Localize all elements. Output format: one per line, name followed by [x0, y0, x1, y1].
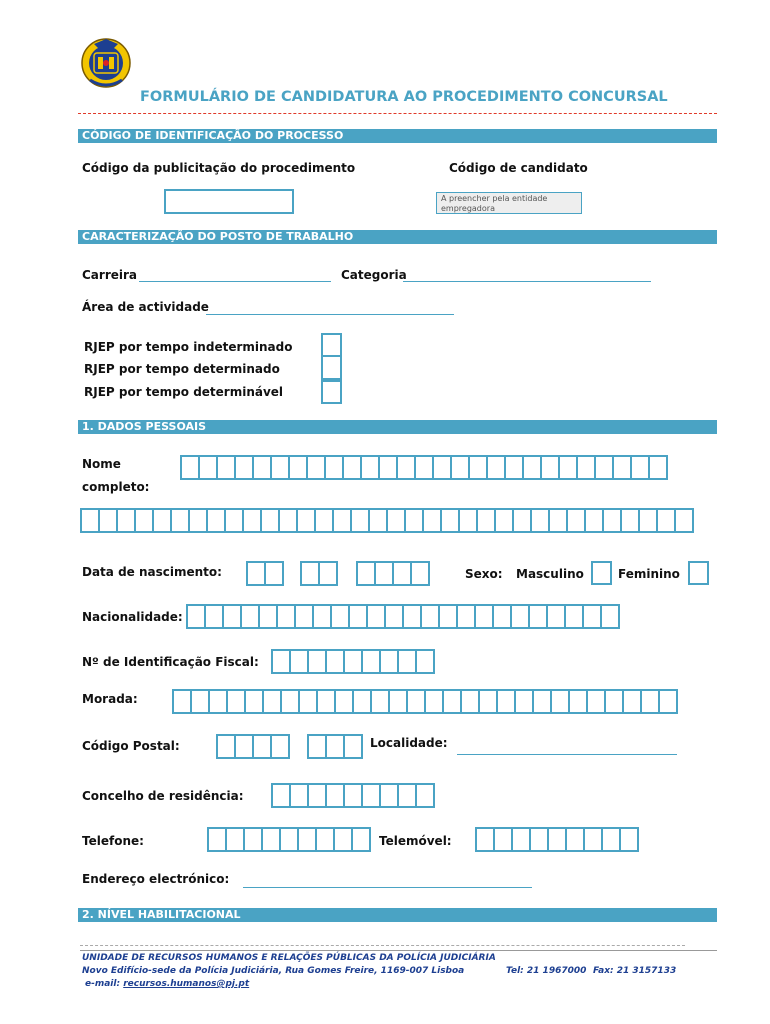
address-input[interactable]	[172, 689, 678, 714]
char-cell[interactable]	[506, 455, 524, 480]
career-label: Carreira	[82, 268, 138, 282]
char-cell[interactable]	[388, 508, 406, 533]
char-cell[interactable]	[281, 827, 299, 852]
char-cell[interactable]	[309, 649, 327, 674]
char-cell[interactable]	[394, 561, 412, 586]
locality-label: Localidade:	[370, 736, 448, 750]
section-title: 1. DADOS PESSOAIS	[82, 420, 207, 433]
char-cell[interactable]	[174, 689, 192, 714]
char-cell[interactable]	[362, 455, 380, 480]
female-checkbox[interactable]	[688, 561, 709, 585]
char-cell[interactable]	[316, 508, 334, 533]
char-cell[interactable]	[302, 561, 320, 586]
char-cell[interactable]	[370, 508, 388, 533]
section-header-education	[78, 908, 717, 922]
char-cell[interactable]	[263, 827, 281, 852]
nif-label: Nº de Identificação Fiscal:	[82, 655, 259, 669]
char-cell[interactable]	[495, 827, 513, 852]
char-cell[interactable]	[334, 508, 352, 533]
char-cell[interactable]	[398, 455, 416, 480]
char-cell[interactable]	[604, 508, 622, 533]
char-cell[interactable]	[278, 604, 296, 629]
char-cell[interactable]	[354, 689, 372, 714]
activity-label: Área de actividade	[82, 300, 209, 314]
char-cell[interactable]	[236, 455, 254, 480]
char-cell[interactable]	[264, 689, 282, 714]
char-cell[interactable]	[552, 689, 570, 714]
char-cell[interactable]	[320, 561, 338, 586]
char-cell[interactable]	[82, 508, 100, 533]
char-cell[interactable]	[242, 604, 260, 629]
char-cell[interactable]	[550, 508, 568, 533]
char-cell[interactable]	[460, 508, 478, 533]
char-cell[interactable]	[640, 508, 658, 533]
char-cell[interactable]	[363, 649, 381, 674]
char-cell[interactable]	[218, 734, 236, 759]
char-cell[interactable]	[353, 827, 371, 852]
nationality-input[interactable]	[186, 604, 620, 629]
char-cell[interactable]	[372, 689, 390, 714]
section-title: CARACTERIZAÇÃO DO POSTO DE TRABALHO	[82, 230, 354, 243]
mobile-label: Telemóvel:	[379, 834, 452, 848]
publication-code-label: Código da publicitação do procedimento	[82, 161, 356, 175]
candidate-code-note: A preencher pela entidade empregadora	[441, 194, 548, 213]
char-cell[interactable]	[376, 561, 394, 586]
char-cell[interactable]	[549, 827, 567, 852]
char-cell[interactable]	[314, 604, 332, 629]
char-cell[interactable]	[578, 455, 596, 480]
char-cell[interactable]	[224, 604, 242, 629]
char-cell[interactable]	[332, 604, 350, 629]
char-cell[interactable]	[308, 455, 326, 480]
char-cell[interactable]	[584, 604, 602, 629]
activity-field[interactable]	[206, 314, 454, 315]
char-cell[interactable]	[226, 508, 244, 533]
char-cell[interactable]	[390, 689, 408, 714]
char-cell[interactable]	[209, 827, 227, 852]
char-cell[interactable]	[406, 508, 424, 533]
char-cell[interactable]	[206, 604, 224, 629]
footer-unit: UNIDADE DE RECURSOS HUMANOS E RELAÇÕES PÚBLICAS DA POLÍCIA JUDICIÁRIA	[82, 953, 496, 963]
char-cell[interactable]	[327, 783, 345, 808]
char-cell[interactable]	[560, 455, 578, 480]
char-cell[interactable]	[494, 604, 512, 629]
char-cell[interactable]	[624, 689, 642, 714]
char-cell[interactable]	[296, 604, 314, 629]
char-cell[interactable]	[350, 604, 368, 629]
char-cell[interactable]	[512, 604, 530, 629]
rjep-indeterminate-checkbox[interactable]	[321, 333, 342, 357]
char-cell[interactable]	[452, 455, 470, 480]
char-cell[interactable]	[622, 508, 640, 533]
male-checkbox[interactable]	[591, 561, 612, 585]
birth-day-input[interactable]	[246, 561, 284, 586]
birth-date-label: Data de nascimento:	[82, 565, 222, 579]
char-cell[interactable]	[602, 604, 620, 629]
char-cell[interactable]	[326, 455, 344, 480]
char-cell[interactable]	[621, 827, 639, 852]
nationality-label: Nacionalidade:	[82, 610, 183, 624]
char-cell[interactable]	[327, 649, 345, 674]
char-cell[interactable]	[568, 508, 586, 533]
section-header-personal	[78, 420, 717, 434]
char-cell[interactable]	[100, 508, 118, 533]
footer-email-line	[85, 979, 249, 989]
char-cell[interactable]	[498, 689, 516, 714]
char-cell[interactable]	[399, 649, 417, 674]
char-cell[interactable]	[386, 604, 404, 629]
char-cell[interactable]	[336, 689, 354, 714]
char-cell[interactable]	[534, 689, 552, 714]
postal-code-label: Código Postal:	[82, 739, 180, 753]
char-cell[interactable]	[309, 783, 327, 808]
footer-address: Novo Edifício-sede da Polícia Judiciária, Rua Gomes Freire, 1169-007 Lisboa	[82, 966, 465, 976]
postal-code-main-input[interactable]	[216, 734, 290, 759]
char-cell[interactable]	[381, 649, 399, 674]
char-cell[interactable]	[273, 783, 291, 808]
char-cell[interactable]	[480, 689, 498, 714]
char-cell[interactable]	[154, 508, 172, 533]
char-cell[interactable]	[188, 604, 206, 629]
char-cell[interactable]	[272, 734, 290, 759]
char-cell[interactable]	[632, 455, 650, 480]
char-cell[interactable]	[524, 455, 542, 480]
char-cell[interactable]	[262, 508, 280, 533]
char-cell[interactable]	[345, 649, 363, 674]
char-cell[interactable]	[444, 689, 462, 714]
char-cell[interactable]	[478, 508, 496, 533]
pj-emblem-icon	[80, 36, 132, 90]
mobile-input[interactable]	[475, 827, 639, 852]
career-field[interactable]	[139, 281, 331, 282]
section-header-post	[78, 230, 717, 244]
char-cell[interactable]	[496, 508, 514, 533]
char-cell[interactable]	[317, 827, 335, 852]
char-cell[interactable]	[136, 508, 154, 533]
county-label: Concelho de residência:	[82, 789, 244, 803]
char-cell[interactable]	[291, 649, 309, 674]
footer-divider	[80, 945, 685, 946]
char-cell[interactable]	[300, 689, 318, 714]
char-cell[interactable]	[442, 508, 460, 533]
female-label: Feminino	[618, 567, 680, 581]
char-cell[interactable]	[210, 689, 228, 714]
char-cell[interactable]	[192, 689, 210, 714]
char-cell[interactable]	[280, 508, 298, 533]
char-cell[interactable]	[470, 455, 488, 480]
name-label-cont: completo:	[82, 480, 150, 494]
char-cell[interactable]	[548, 604, 566, 629]
char-cell[interactable]	[182, 455, 200, 480]
char-cell[interactable]	[245, 827, 263, 852]
char-cell[interactable]	[399, 783, 417, 808]
footer-fax: Fax: 21 3157133	[593, 966, 677, 976]
locality-field[interactable]	[457, 754, 677, 755]
char-cell[interactable]	[227, 827, 245, 852]
char-cell[interactable]	[380, 455, 398, 480]
char-cell[interactable]	[570, 689, 588, 714]
char-cell[interactable]	[298, 508, 316, 533]
char-cell[interactable]	[368, 604, 386, 629]
sex-label: Sexo:	[465, 567, 503, 581]
char-cell[interactable]	[352, 508, 370, 533]
char-cell[interactable]	[606, 689, 624, 714]
char-cell[interactable]	[363, 783, 381, 808]
char-cell[interactable]	[208, 508, 226, 533]
char-cell[interactable]	[172, 508, 190, 533]
male-label: Masculino	[516, 567, 584, 581]
rjep-determinable-label: RJEP por tempo determinável	[84, 385, 284, 399]
char-cell[interactable]	[309, 734, 327, 759]
char-cell[interactable]	[434, 455, 452, 480]
char-cell[interactable]	[614, 455, 632, 480]
char-cell[interactable]	[462, 689, 480, 714]
char-cell[interactable]	[344, 455, 362, 480]
char-cell[interactable]	[488, 455, 506, 480]
char-cell[interactable]	[542, 455, 560, 480]
char-cell[interactable]	[477, 827, 495, 852]
char-cell[interactable]	[327, 734, 345, 759]
char-cell[interactable]	[299, 827, 317, 852]
char-cell[interactable]	[246, 689, 264, 714]
char-cell[interactable]	[228, 689, 246, 714]
char-cell[interactable]	[190, 508, 208, 533]
footer-email-link[interactable]: recursos.humanos@pj.pt	[123, 979, 250, 989]
char-cell[interactable]	[513, 827, 531, 852]
publication-code-input[interactable]	[164, 189, 294, 214]
name-input-row2[interactable]	[80, 508, 694, 533]
char-cell[interactable]	[381, 783, 399, 808]
char-cell[interactable]	[650, 455, 668, 480]
char-cell[interactable]	[408, 689, 426, 714]
email-label: Endereço electrónico:	[82, 872, 230, 886]
char-cell[interactable]	[424, 508, 442, 533]
char-cell[interactable]	[266, 561, 284, 586]
rjep-determinate-label: RJEP por tempo determinado	[84, 362, 280, 376]
char-cell[interactable]	[603, 827, 621, 852]
char-cell[interactable]	[244, 508, 262, 533]
char-cell[interactable]	[272, 455, 290, 480]
candidate-code-box	[436, 192, 582, 214]
title-divider	[78, 113, 717, 114]
rjep-determinate-checkbox[interactable]	[321, 356, 342, 380]
char-cell[interactable]	[273, 649, 291, 674]
char-cell[interactable]	[200, 455, 218, 480]
char-cell[interactable]	[532, 508, 550, 533]
footer-divider-solid	[80, 950, 717, 951]
char-cell[interactable]	[412, 561, 430, 586]
email-field[interactable]	[243, 887, 532, 888]
nif-input[interactable]	[271, 649, 435, 674]
char-cell[interactable]	[345, 734, 363, 759]
char-cell[interactable]	[417, 649, 435, 674]
rjep-determinable-checkbox[interactable]	[321, 380, 342, 404]
char-cell[interactable]	[416, 455, 434, 480]
name-label: Nome	[82, 457, 121, 471]
char-cell[interactable]	[218, 455, 236, 480]
char-cell[interactable]	[417, 783, 435, 808]
footer-email-prefix: e-mail:	[85, 979, 121, 989]
char-cell[interactable]	[290, 455, 308, 480]
char-cell[interactable]	[318, 689, 336, 714]
char-cell[interactable]	[254, 734, 272, 759]
char-cell[interactable]	[676, 508, 694, 533]
char-cell[interactable]	[440, 604, 458, 629]
category-field[interactable]	[403, 281, 651, 282]
char-cell[interactable]	[358, 561, 376, 586]
char-cell[interactable]	[588, 689, 606, 714]
rjep-indeterminate-label: RJEP por tempo indeterminado	[84, 340, 293, 354]
char-cell[interactable]	[567, 827, 585, 852]
section-title: 2. NÍVEL HABILITACIONAL	[82, 908, 241, 921]
char-cell[interactable]	[345, 783, 363, 808]
char-cell[interactable]	[585, 827, 603, 852]
char-cell[interactable]	[426, 689, 444, 714]
char-cell[interactable]	[566, 604, 584, 629]
char-cell[interactable]	[514, 508, 532, 533]
section-title: CÓDIGO DE IDENTIFICAÇÃO DO PROCESSO	[82, 129, 344, 142]
address-label: Morada:	[82, 692, 138, 706]
char-cell[interactable]	[422, 604, 440, 629]
char-cell[interactable]	[248, 561, 266, 586]
char-cell[interactable]	[254, 455, 272, 480]
phone-label: Telefone:	[82, 834, 144, 848]
char-cell[interactable]	[404, 604, 422, 629]
char-cell[interactable]	[660, 689, 678, 714]
char-cell[interactable]	[531, 827, 549, 852]
char-cell[interactable]	[658, 508, 676, 533]
char-cell[interactable]	[282, 689, 300, 714]
char-cell[interactable]	[596, 455, 614, 480]
county-input[interactable]	[271, 783, 435, 808]
candidate-code-label: Código de candidato	[449, 161, 588, 175]
postal-code-ext-input[interactable]	[307, 734, 363, 759]
char-cell[interactable]	[516, 689, 534, 714]
category-label: Categoria	[341, 268, 407, 282]
char-cell[interactable]	[476, 604, 494, 629]
char-cell[interactable]	[291, 783, 309, 808]
char-cell[interactable]	[260, 604, 278, 629]
char-cell[interactable]	[586, 508, 604, 533]
char-cell[interactable]	[236, 734, 254, 759]
footer-tel: Tel: 21 1967000	[506, 966, 587, 976]
char-cell[interactable]	[458, 604, 476, 629]
phone-input[interactable]	[207, 827, 371, 852]
name-input-row1[interactable]	[180, 455, 668, 480]
birth-year-input[interactable]	[356, 561, 430, 586]
char-cell[interactable]	[642, 689, 660, 714]
birth-month-input[interactable]	[300, 561, 338, 586]
section-header-process	[78, 129, 717, 143]
char-cell[interactable]	[118, 508, 136, 533]
char-cell[interactable]	[530, 604, 548, 629]
char-cell[interactable]	[335, 827, 353, 852]
page-title: FORMULÁRIO DE CANDIDATURA AO PROCEDIMENTO CONCURSAL	[140, 89, 668, 105]
